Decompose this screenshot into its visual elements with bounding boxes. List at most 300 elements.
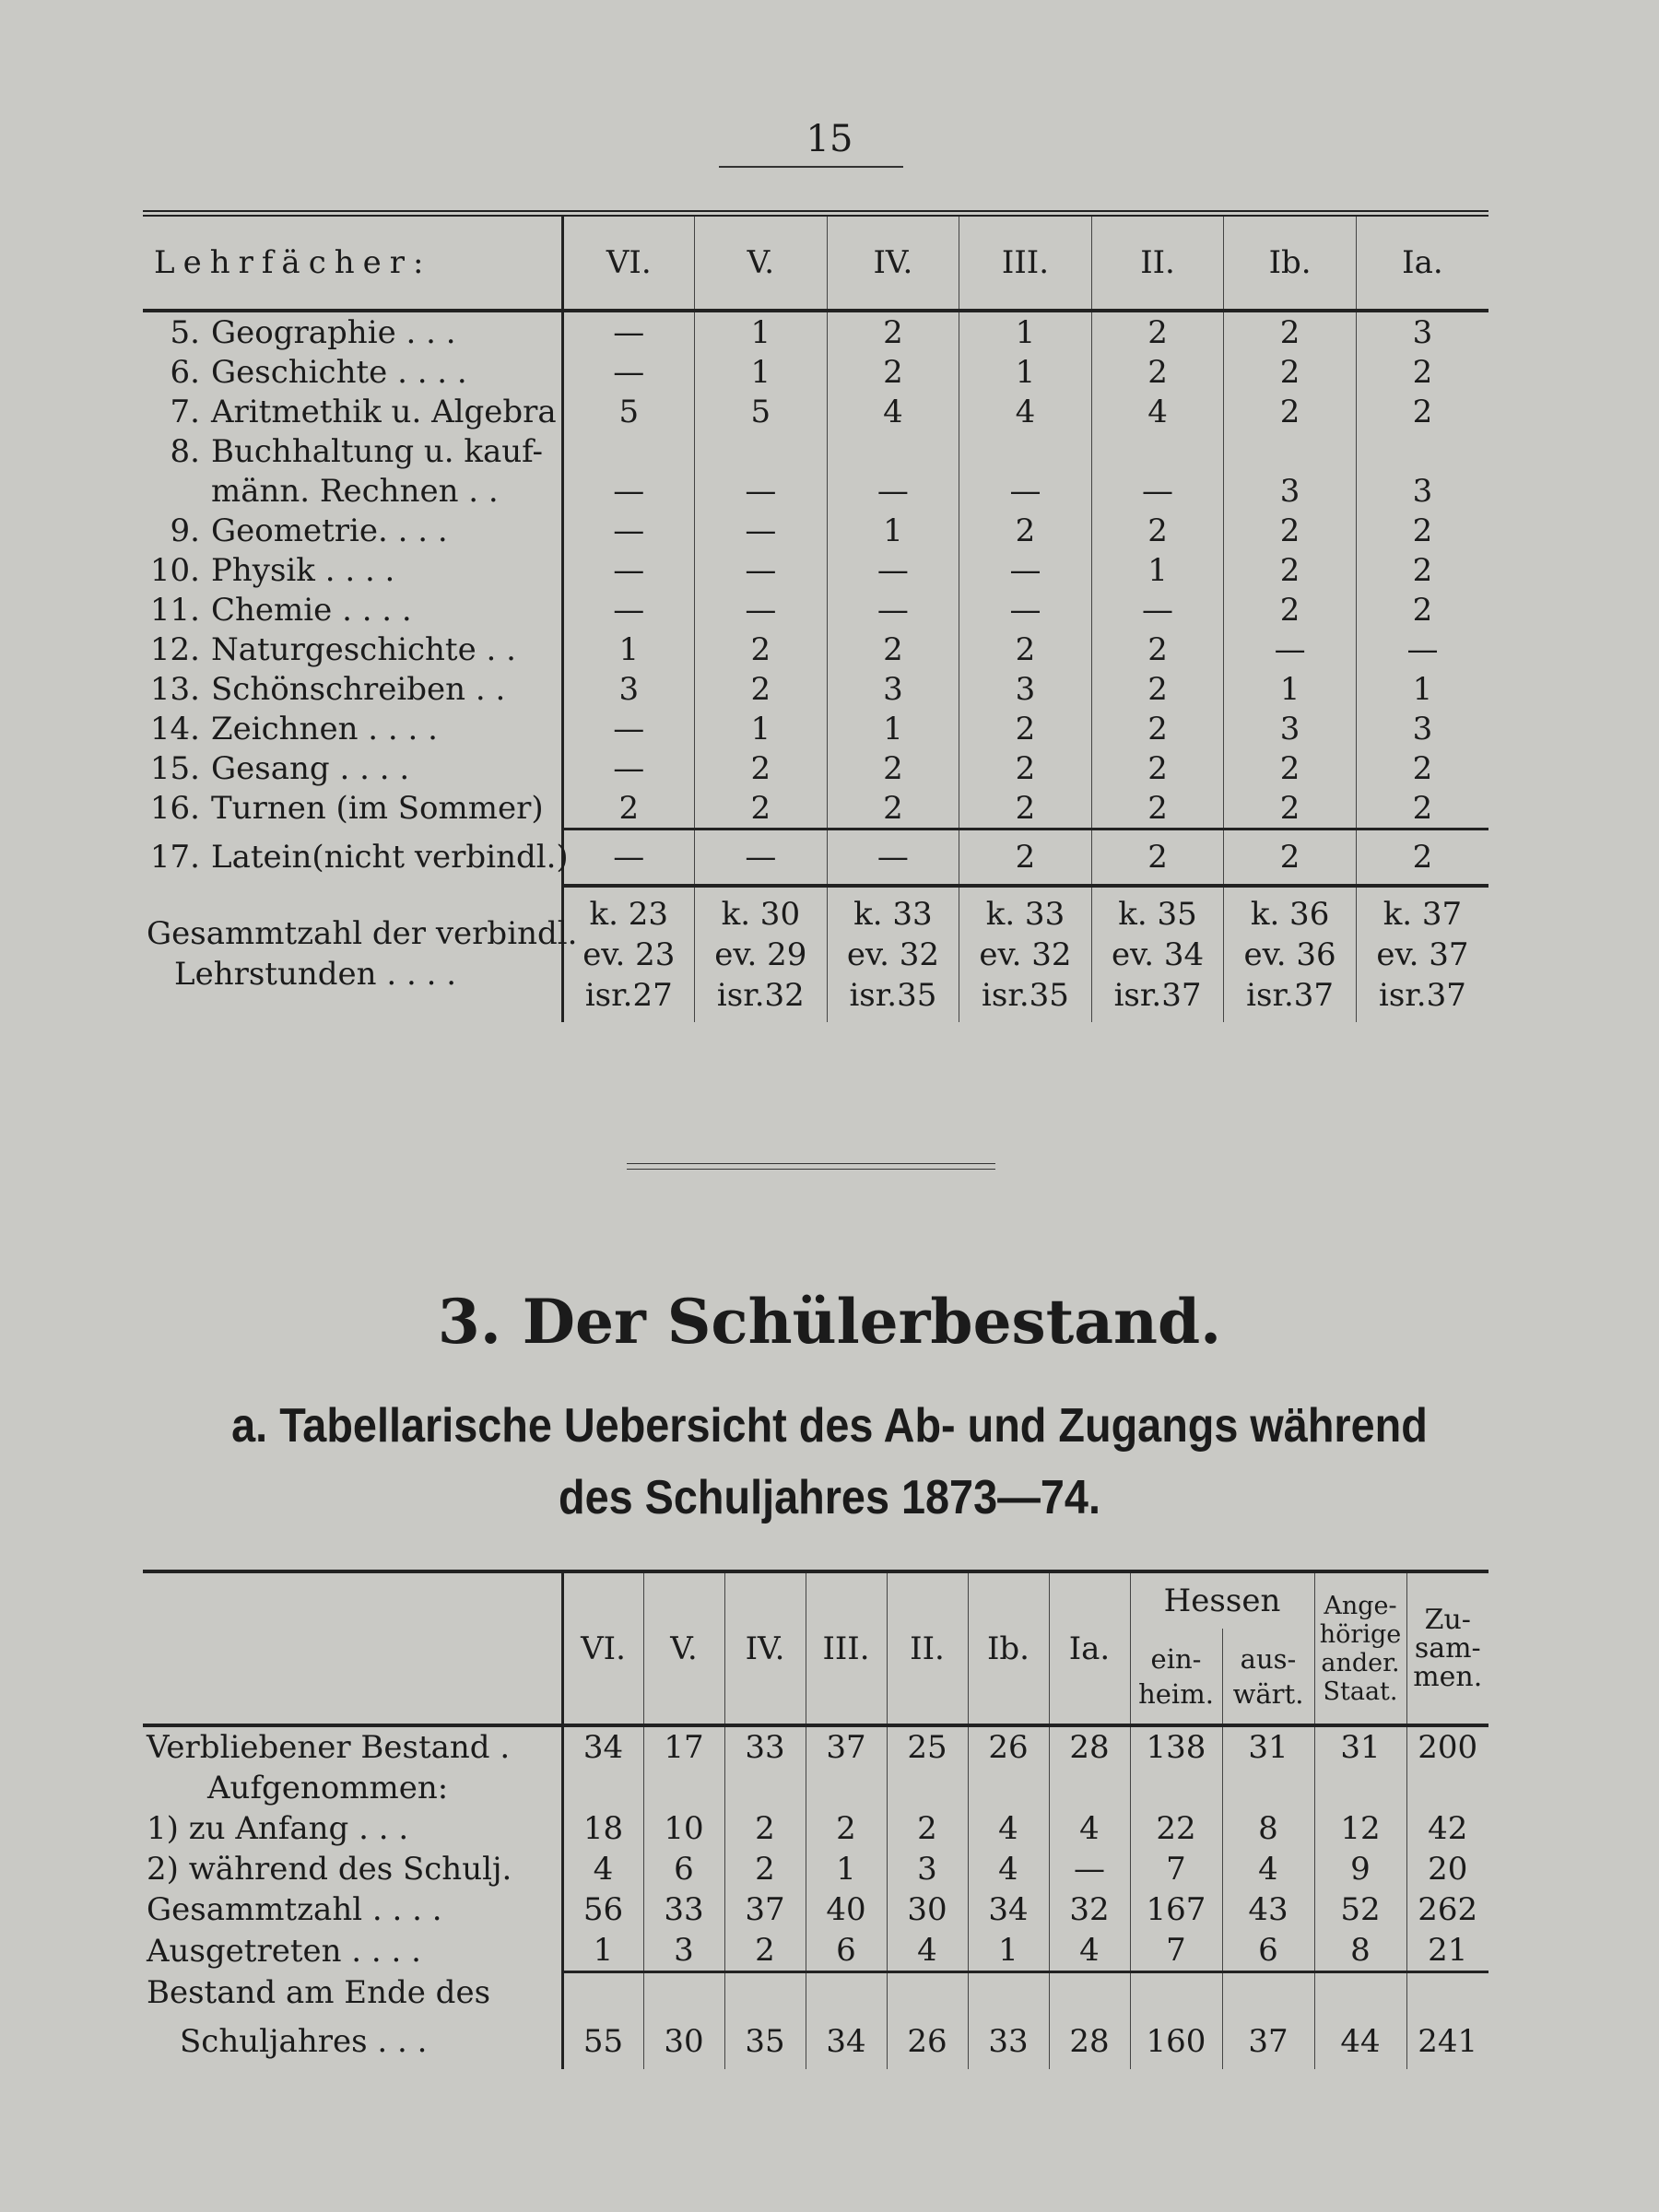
cell-ii: 4: [1091, 392, 1224, 431]
enrollment-table-container: [143, 1570, 1488, 2069]
row-label: 2) während des Schulj.: [143, 1849, 562, 1889]
cell-ia: 2: [1356, 392, 1488, 431]
header-einheim: ein-heim.: [1130, 1629, 1222, 1725]
cell-ii: 2: [1091, 669, 1224, 709]
row-subject: Latein(nicht verbindl.): [211, 839, 569, 877]
cell-ia: —: [1049, 1849, 1130, 1889]
final-cell-v: 30: [643, 2014, 724, 2069]
header-auswaert: aus-wärt.: [1222, 1629, 1314, 1725]
total-isr: isr.37: [1378, 977, 1466, 1014]
cell-einheim: [1130, 1768, 1222, 1808]
header-col-ib: Ib.: [968, 1573, 1049, 1725]
row-label: 1) zu Anfang . . .: [143, 1808, 562, 1849]
cell-v: 5: [695, 392, 828, 431]
cell-auswaert: 4: [1222, 1849, 1314, 1889]
final-row-label-top: [143, 1972, 1488, 2015]
row-subject: männ. Rechnen . .: [211, 472, 499, 510]
cell-ia: 2: [1356, 830, 1488, 887]
totals-cell-ib: [1224, 886, 1357, 1022]
cell-auswaert: [1222, 1768, 1314, 1808]
cell-iii: 6: [806, 1930, 887, 1972]
cell-v: 2: [695, 788, 828, 830]
final-cell-iv: 35: [724, 2014, 806, 2069]
cell-vi: —: [562, 709, 695, 748]
cell-v: 17: [643, 1725, 724, 1768]
cell-ib: 1: [1224, 669, 1357, 709]
subsection-title: [207, 1390, 1452, 1534]
row-number: 13.: [149, 670, 200, 708]
cell-ia: 4: [1049, 1808, 1130, 1849]
row-number: 7.: [170, 393, 200, 430]
cell-iv: 2: [827, 748, 959, 788]
row-number: 14.: [149, 710, 200, 747]
final-cell-angehoerige: 44: [1314, 2014, 1406, 2069]
row-label: [143, 788, 562, 830]
header-col-iv: IV.: [827, 217, 959, 311]
cell-iii: 2: [959, 709, 1092, 748]
final-label-line2: Schuljahres . . .: [143, 2014, 562, 2069]
cell-iv: —: [827, 830, 959, 887]
subsection-title-line1: a. Tabellarische Uebersicht des Ab- und Zugangs während: [231, 1399, 1428, 1453]
header-col-vi: VI.: [562, 1573, 643, 1725]
page-number-rule: [719, 166, 903, 168]
final-cell-ii: 26: [887, 2014, 968, 2069]
cell-vi: 2: [562, 788, 695, 830]
cell-ii: 2: [1091, 748, 1224, 788]
cell-iv: 2: [827, 788, 959, 830]
row-label: Ausgetreten . . . .: [143, 1930, 562, 1972]
subject-row: [143, 788, 1488, 830]
cell-iv: 4: [827, 392, 959, 431]
cell-iii: 2: [806, 1808, 887, 1849]
enrollment-row: [143, 1725, 1488, 1768]
cell-ia: [1356, 431, 1488, 471]
cell-iv: —: [827, 590, 959, 629]
header-col-iv: IV.: [724, 1573, 806, 1725]
row-subject: Zeichnen . . . .: [211, 710, 438, 747]
header-col-ib: Ib.: [1224, 217, 1357, 311]
header-col-vi: VI.: [562, 217, 695, 311]
total-k: k. 35: [1118, 896, 1197, 933]
cell-vi: [562, 1768, 643, 1808]
row-number: 10.: [149, 551, 200, 589]
subject-row: [143, 669, 1488, 709]
cell-v: 6: [643, 1849, 724, 1889]
empty-cell: [1222, 1972, 1314, 2015]
cell-iv: —: [827, 471, 959, 511]
cell-vi: —: [562, 830, 695, 887]
row-label: Aufgenommen:: [143, 1768, 562, 1808]
cell-ib: 34: [968, 1889, 1049, 1930]
header-subjects-label: Lehrfächer:: [143, 217, 562, 311]
cell-v: 33: [643, 1889, 724, 1930]
totals-label-line1: Gesammtzahl der verbindl.: [147, 915, 578, 952]
cell-ib: 2: [1224, 590, 1357, 629]
cell-iv: 2: [827, 311, 959, 352]
cell-ia: 3: [1356, 471, 1488, 511]
cell-iii: 2: [959, 830, 1092, 887]
cell-iii: 40: [806, 1889, 887, 1930]
row-label: [143, 511, 562, 550]
row-label: [143, 590, 562, 629]
row-number: 17.: [149, 839, 200, 877]
cell-ib: 3: [1224, 709, 1357, 748]
total-isr: isr.35: [982, 977, 1069, 1014]
total-k: k. 37: [1382, 896, 1463, 933]
row-subject: Chemie . . . .: [211, 591, 412, 629]
cell-ia: 28: [1049, 1725, 1130, 1768]
row-subject: Geographie . . .: [211, 313, 456, 351]
total-isr: isr.35: [849, 977, 937, 1014]
total-ev: ev. 32: [979, 936, 1072, 973]
row-subject: Gesang . . . .: [211, 749, 410, 787]
final-cell-auswaert: 37: [1222, 2014, 1314, 2069]
cell-auswaert: 8: [1222, 1808, 1314, 1849]
totals-label-line2: Lehrstunden . . . .: [174, 956, 456, 993]
cell-ii: 2: [1091, 629, 1224, 669]
empty-cell: [1406, 1972, 1488, 2015]
cell-vi: 18: [562, 1808, 643, 1849]
cell-ii: 2: [1091, 830, 1224, 887]
subject-row: [143, 392, 1488, 431]
cell-ii: 2: [1091, 511, 1224, 550]
row-subject: Naturgeschichte . .: [211, 630, 516, 668]
cell-ii: 3: [887, 1849, 968, 1889]
total-ev: ev. 36: [1243, 936, 1336, 973]
empty-cell: [806, 1972, 887, 2015]
cell-ii: —: [1091, 471, 1224, 511]
subject-row: [143, 511, 1488, 550]
enrollment-row: [143, 1889, 1488, 1930]
enrollment-row: [143, 1808, 1488, 1849]
cell-iii: [959, 431, 1092, 471]
total-isr: isr.27: [584, 977, 673, 1014]
row-label: [143, 669, 562, 709]
header-col-v: V.: [643, 1573, 724, 1725]
final-row: [143, 2014, 1488, 2069]
header-col-iii: III.: [806, 1573, 887, 1725]
cell-ib: 2: [1224, 311, 1357, 352]
cell-ii: 25: [887, 1725, 968, 1768]
cell-zusammen: 42: [1406, 1808, 1488, 1849]
row-subject: Physik . . . .: [211, 551, 395, 589]
totals-cell-ii: [1091, 886, 1224, 1022]
cell-ib: 2: [1224, 550, 1357, 590]
header-zusammen: Zu-sam-men.: [1406, 1573, 1488, 1725]
total-ev: ev. 34: [1111, 936, 1205, 973]
cell-ia: —: [1356, 629, 1488, 669]
total-k: k. 30: [721, 896, 801, 933]
subjects-table-header: [143, 217, 1488, 311]
cell-iii: [806, 1768, 887, 1808]
cell-ia: 2: [1356, 511, 1488, 550]
empty-cell: [968, 1972, 1049, 2015]
subjects-hours-table: [143, 217, 1488, 1022]
cell-ii: 2: [1091, 709, 1224, 748]
cell-zusammen: 262: [1406, 1889, 1488, 1930]
cell-iii: 2: [959, 629, 1092, 669]
cell-ii: —: [1091, 590, 1224, 629]
total-ev: ev. 32: [846, 936, 939, 973]
cell-ib: 2: [1224, 748, 1357, 788]
subject-row: [143, 311, 1488, 352]
cell-v: —: [695, 830, 828, 887]
cell-v: —: [695, 590, 828, 629]
cell-iv: 2: [827, 629, 959, 669]
cell-v: 2: [695, 629, 828, 669]
cell-vi: 5: [562, 392, 695, 431]
cell-ii: 2: [887, 1808, 968, 1849]
row-label: Gesammtzahl . . . .: [143, 1889, 562, 1930]
final-cell-iii: 34: [806, 2014, 887, 2069]
subject-row: [143, 748, 1488, 788]
cell-ib: 4: [968, 1849, 1049, 1889]
subjects-table-container: [143, 210, 1488, 1022]
cell-iii: 1: [959, 352, 1092, 392]
subsection-title-line2: des Schuljahres 1873—74.: [559, 1471, 1100, 1524]
cell-zusammen: 200: [1406, 1725, 1488, 1768]
cell-vi: 1: [562, 1930, 643, 1972]
cell-ib: 2: [1224, 392, 1357, 431]
header-col-v: V.: [695, 217, 828, 311]
section-divider: [627, 1163, 995, 1170]
row-subject: Geschichte . . . .: [211, 353, 467, 391]
subject-row: [143, 431, 1488, 471]
cell-iv: 37: [724, 1889, 806, 1930]
cell-iii: —: [959, 550, 1092, 590]
subject-row: [143, 550, 1488, 590]
empty-cell: [562, 1972, 643, 2015]
empty-cell: [1130, 1972, 1222, 2015]
row-label: [143, 629, 562, 669]
total-ev: ev. 23: [582, 936, 676, 973]
row-subject: Buchhaltung u. kauf-: [211, 432, 544, 470]
cell-ia: 4: [1049, 1930, 1130, 1972]
cell-ii: 2: [1091, 788, 1224, 830]
cell-angehoerige: 12: [1314, 1808, 1406, 1849]
enrollment-table-body: [143, 1725, 1488, 2069]
cell-angehoerige: 31: [1314, 1725, 1406, 1768]
cell-v: 1: [695, 352, 828, 392]
cell-ib: 2: [1224, 352, 1357, 392]
cell-auswaert: 6: [1222, 1930, 1314, 1972]
cell-auswaert: 43: [1222, 1889, 1314, 1930]
cell-ia: 2: [1356, 748, 1488, 788]
cell-v: 10: [643, 1808, 724, 1849]
header-angehoerige: Ange-hörige ander. Staat.: [1314, 1573, 1406, 1725]
final-cell-einheim: 160: [1130, 2014, 1222, 2069]
total-k: k. 36: [1250, 896, 1330, 933]
empty-cell: [724, 1972, 806, 2015]
cell-iv: 2: [724, 1808, 806, 1849]
cell-ia: 1: [1356, 669, 1488, 709]
cell-ii: [1091, 431, 1224, 471]
totals-row: [143, 886, 1488, 1022]
cell-ib: 4: [968, 1808, 1049, 1849]
cell-iv: 3: [827, 669, 959, 709]
cell-einheim: 22: [1130, 1808, 1222, 1849]
cell-v: 2: [695, 748, 828, 788]
cell-vi: —: [562, 550, 695, 590]
cell-ib: 3: [1224, 471, 1357, 511]
cell-v: [695, 431, 828, 471]
empty-cell: [1314, 1972, 1406, 2015]
row-label: [143, 471, 562, 511]
cell-ia: 3: [1356, 311, 1488, 352]
final-cell-ia: 28: [1049, 2014, 1130, 2069]
cell-vi: —: [562, 748, 695, 788]
cell-iii: 2: [959, 748, 1092, 788]
header-col-iii: III.: [959, 217, 1092, 311]
total-isr: isr.32: [716, 977, 805, 1014]
total-k: k. 33: [853, 896, 933, 933]
cell-angehoerige: 9: [1314, 1849, 1406, 1889]
final-label-line1: Bestand am Ende des: [143, 1972, 562, 2015]
final-cell-vi: 55: [562, 2014, 643, 2069]
cell-iv: 2: [827, 352, 959, 392]
header-col-ia: Ia.: [1356, 217, 1488, 311]
subject-row: [143, 709, 1488, 748]
totals-label: [143, 886, 578, 1022]
cell-iii: 3: [959, 669, 1092, 709]
cell-ib: [968, 1768, 1049, 1808]
enrollment-header-row: [143, 1573, 1488, 1629]
cell-ia: [1049, 1768, 1130, 1808]
cell-zusammen: 20: [1406, 1849, 1488, 1889]
cell-einheim: 167: [1130, 1889, 1222, 1930]
cell-ia: 3: [1356, 709, 1488, 748]
cell-v: [643, 1768, 724, 1808]
row-label: [143, 830, 569, 887]
cell-vi: [562, 431, 695, 471]
final-cell-zusammen: 241: [1406, 2014, 1488, 2069]
cell-iii: 2: [959, 511, 1092, 550]
cell-ib: 2: [1224, 788, 1357, 830]
cell-ii: 1: [1091, 550, 1224, 590]
cell-vi: 1: [562, 629, 695, 669]
cell-iv: —: [827, 550, 959, 590]
row-label: [143, 748, 562, 788]
totals-cell-iv: [827, 886, 959, 1022]
cell-ii: 2: [1091, 352, 1224, 392]
cell-ia: 2: [1356, 788, 1488, 830]
row-subject: Schönschreiben . .: [211, 670, 506, 708]
cell-iv: 1: [827, 709, 959, 748]
totals-cell-v: [695, 886, 828, 1022]
row-label: [143, 352, 562, 392]
row-number: 6.: [170, 353, 200, 391]
cell-vi: —: [562, 471, 695, 511]
row-subject: Turnen (im Sommer): [211, 790, 544, 828]
cell-ia: 2: [1356, 590, 1488, 629]
cell-ii: [887, 1768, 968, 1808]
total-k: k. 33: [985, 896, 1065, 933]
totals-cell-vi: [562, 886, 695, 1022]
total-isr: isr.37: [1113, 977, 1202, 1014]
cell-v: —: [695, 471, 828, 511]
cell-einheim: 7: [1130, 1849, 1222, 1889]
row-number: 16.: [149, 790, 200, 828]
cell-einheim: 138: [1130, 1725, 1222, 1768]
cell-vi: 3: [562, 669, 695, 709]
cell-vi: —: [562, 352, 695, 392]
header-col-ii: II.: [1091, 217, 1224, 311]
row-label: Verbliebener Bestand .: [143, 1725, 562, 1768]
empty-cell: [1049, 1972, 1130, 2015]
total-isr: isr.37: [1246, 977, 1335, 1014]
cell-ib: 2: [1224, 511, 1357, 550]
cell-v: 3: [643, 1930, 724, 1972]
page-number: 15: [806, 118, 853, 160]
cell-iii: —: [959, 471, 1092, 511]
section-title: 3. Der Schülerbestand.: [437, 1286, 1222, 1358]
header-col-ia: Ia.: [1049, 1573, 1130, 1725]
cell-v: 2: [695, 669, 828, 709]
cell-v: —: [695, 511, 828, 550]
cell-iv: 1: [827, 511, 959, 550]
row-label: [143, 311, 562, 352]
cell-ib: —: [1224, 629, 1357, 669]
cell-iii: 2: [959, 788, 1092, 830]
cell-iii: 37: [806, 1725, 887, 1768]
row-subject: Aritmethik u. Algebra: [211, 393, 557, 430]
cell-angehoerige: 8: [1314, 1930, 1406, 1972]
row-number: 11.: [149, 591, 200, 629]
cell-angehoerige: [1314, 1768, 1406, 1808]
row-label: [143, 709, 562, 748]
cell-ib: 2: [1224, 830, 1357, 887]
cell-ii: 2: [1091, 311, 1224, 352]
cell-vi: 56: [562, 1889, 643, 1930]
row-label: [143, 550, 562, 590]
enrollment-row: [143, 1849, 1488, 1889]
cell-zusammen: 21: [1406, 1930, 1488, 1972]
subject-row: [143, 629, 1488, 669]
cell-iii: 4: [959, 392, 1092, 431]
cell-einheim: 7: [1130, 1930, 1222, 1972]
enrollment-table: [143, 1573, 1488, 2069]
row-number: 12.: [149, 630, 200, 668]
cell-ia: 2: [1356, 550, 1488, 590]
cell-iv: 2: [724, 1930, 806, 1972]
cell-ib: 26: [968, 1725, 1049, 1768]
cell-auswaert: 31: [1222, 1725, 1314, 1768]
cell-vi: —: [562, 590, 695, 629]
cell-ib: [1224, 431, 1357, 471]
total-k: k. 23: [589, 896, 669, 933]
row-number: 8.: [170, 432, 200, 470]
cell-ia: 32: [1049, 1889, 1130, 1930]
cell-ii: 30: [887, 1889, 968, 1930]
cell-iii: —: [959, 590, 1092, 629]
header-empty-label: [143, 1573, 562, 1725]
enrollment-row: [143, 1930, 1488, 1972]
row-subject: Geometrie. . . .: [211, 512, 448, 549]
header-col-ii: II.: [887, 1573, 968, 1725]
cell-iii: 1: [806, 1849, 887, 1889]
row-label: [143, 431, 562, 471]
subjects-table-body: [143, 311, 1488, 1022]
subject-row: [143, 352, 1488, 392]
header-hessen: Hessen: [1130, 1573, 1314, 1629]
row-number: 15.: [149, 749, 200, 787]
latin-row: [143, 830, 1488, 887]
empty-cell: [643, 1972, 724, 2015]
total-ev: ev. 37: [1376, 936, 1469, 973]
totals-cell-iii: [959, 886, 1092, 1022]
cell-iv: 33: [724, 1725, 806, 1768]
cell-ia: 2: [1356, 352, 1488, 392]
